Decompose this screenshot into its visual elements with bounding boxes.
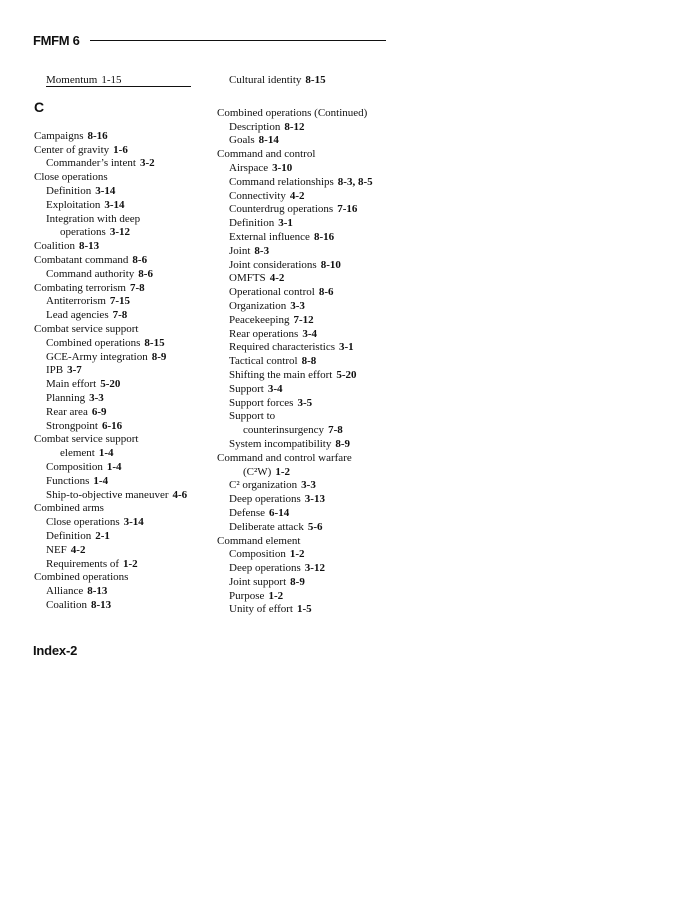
index-term: Exploitation [46,198,101,211]
index-term: Purpose [229,589,265,602]
index-term: Coalition [46,598,87,611]
index-page-ref: 3-4 [267,382,283,395]
index-term: Deep operations [229,493,301,506]
index-term: Support forces [229,396,294,409]
index-page-ref: 8-13 [87,585,108,598]
index-entry [217,355,417,369]
index-page-ref: 3-12 [109,226,130,239]
index-page-ref: 3-14 [95,184,116,197]
index-entry [217,107,417,121]
index-term: Counterdrug operations [229,203,334,216]
index-entry [217,190,417,204]
index-term: Rear area [46,405,88,418]
index-page-ref: 8-16 [87,129,108,142]
index-term: Close operations [34,171,108,184]
index-term: Command and control [217,148,316,161]
index-page-ref: 7-12 [293,313,314,326]
index-entry [34,254,224,268]
index-term: External influence [229,230,310,243]
index-entry [217,397,417,411]
index-page-ref: 3-2 [139,157,155,170]
index-entry [34,516,224,530]
index-entry [217,286,417,300]
index-term: System incompatibility [229,437,332,450]
index-page-ref: 4-6 [172,488,188,501]
index-entry [217,245,417,259]
index-page-ref: 6-9 [91,405,107,418]
index-entry [34,599,224,613]
index-entry [217,383,417,397]
section-gap [34,122,224,130]
index-entry [34,144,224,158]
index-page-ref: 1-5 [296,603,312,616]
index-term: Definition [46,184,92,197]
index-entry [217,466,417,480]
index-entry [34,364,224,378]
index-term: C² organization [229,479,298,492]
index-term: Requirements of [46,557,120,570]
index-term: Deep operations [229,562,301,575]
index-entry [34,544,224,558]
index-term: Combined operations [46,336,141,349]
index-term: Composition [229,548,286,561]
index-term: Coalition [34,240,75,253]
index-page-ref: 8-6 [132,253,148,266]
index-term: NEF [46,543,67,556]
index-entry [217,410,417,424]
index-page-ref: 1-4 [106,460,122,473]
index-entry [34,323,224,337]
index-entry [217,590,417,604]
index-term: IPB [46,364,64,377]
index-term: Definition [229,217,275,230]
index-term: Required characteristics [229,341,335,354]
index-entry [34,351,224,365]
index-entry [34,268,224,282]
index-term: Momentum [46,74,98,86]
index-page-ref: 3-7 [67,364,82,377]
index-term: Strongpoint [46,419,98,432]
index-entry [217,300,417,314]
index-page-ref: 7-16 [337,203,358,216]
index-entry [217,217,417,231]
index-entry [34,420,224,434]
index-entry [34,226,224,240]
index-page-ref: 8-14 [258,134,279,147]
index-entry [217,424,417,438]
index-entry [217,369,417,383]
index-term: Cultural identity [229,74,302,86]
index-entry [217,493,417,507]
index-term: counterinsurgency [243,424,325,437]
index-term: Campaigns [34,129,84,142]
column-gap [217,88,417,107]
index-entry [217,576,417,590]
index-term: Tactical control [229,355,298,368]
index-page-ref: 8-13 [90,598,112,611]
index-term: Center of gravity [34,143,110,156]
index-page-ref: 5-6 [307,520,323,533]
index-entry [34,489,224,503]
index-entry [217,259,417,273]
index-term: Command relationships [229,175,334,188]
index-term: Command and control warfare [217,451,352,464]
index-term: Combined operations [34,571,129,584]
index-page-ref: 2-1 [95,529,110,542]
index-term: Combined arms [34,502,104,515]
index-term: Joint support [229,575,287,588]
index-entry [217,438,417,452]
index-term: Deliberate attack [229,520,304,533]
index-page-ref: 8-6 [318,286,334,299]
index-entry [34,502,224,516]
index-entry [34,337,224,351]
right-entry-list [217,107,417,617]
index-entry [217,535,417,549]
index-term: (C²W) [243,465,272,478]
index-term: Unity of effort [229,603,293,616]
index-term: Lead agencies [46,309,109,322]
index-term: Peacekeeping [229,313,290,326]
index-column-right [217,74,417,617]
index-page-ref: 8-15 [305,74,326,86]
index-entry [34,282,224,296]
index-page-ref: 8-9 [151,350,167,363]
index-entry [34,585,224,599]
index-entry [217,603,417,617]
index-entry [217,162,417,176]
index-page-ref: 3-12 [304,562,325,575]
section-letter: C [34,98,45,115]
index-page-ref: 4-2 [269,272,285,285]
index-page-ref: 5-20 [100,378,121,391]
index-page-ref: 1-2 [123,557,138,570]
index-entry [34,185,224,199]
index-entry [34,157,224,171]
index-page-ref: 3-3 [301,479,316,492]
index-term: Description [229,120,281,133]
index-page-ref: 1-4 [93,474,109,487]
index-entry [217,341,417,355]
index-term: Joint [229,244,251,257]
header-rule [90,40,386,41]
index-entry [34,433,224,447]
left-entry-list [34,130,224,613]
index-page-ref: 3-3 [89,391,104,404]
index-entry [217,121,417,135]
index-page-ref: 7-8 [328,424,343,437]
index-page-ref: 3-1 [278,217,293,230]
index-entry [217,548,417,562]
index-page-ref: 6-16 [101,419,123,432]
index-term: element [60,447,95,460]
index-page-ref: 4-2 [289,189,305,202]
index-term: Support [229,382,264,395]
index-entry [34,378,224,392]
index-entry [217,272,417,286]
index-entry [217,328,417,342]
index-page-ref: 7-8 [112,309,128,322]
index-term: GCE-Army integration [46,350,148,363]
index-page-ref: 8-12 [284,120,305,133]
index-term: Functions [46,474,90,487]
index-page-ref: 8-6 [138,267,153,280]
index-entry [217,562,417,576]
index-entry [217,479,417,493]
index-entry [217,231,417,245]
index-term: Ship-to-objective maneuver [46,488,169,501]
index-term: Shifting the main effort [229,368,333,381]
index-page-ref: 8-15 [144,336,165,349]
index-entry [217,176,417,190]
index-page-ref: 8-9 [335,437,351,450]
index-term: Alliance [46,585,84,598]
index-page-ref: 1-2 [275,465,291,478]
strike-rule [46,86,191,87]
index-entry [34,295,224,309]
index-entry [217,203,417,217]
index-page-ref: 1-2 [289,548,305,561]
index-page-ref: 3-1 [338,341,354,354]
index-entry [34,130,224,144]
index-page-ref: 3-3 [290,299,305,312]
index-page-ref: 8-10 [320,258,341,271]
index-term: Commander’s intent [46,157,136,170]
index-term: Composition [46,460,103,473]
index-term: Combating terrorism [34,281,126,294]
index-term: Support to [229,410,276,423]
index-term: Integration with deep [46,212,141,225]
index-term: Combined operations (Continued) [217,106,368,119]
index-term: Definition [46,529,92,542]
index-term: Operational control [229,286,315,299]
index-page-ref: 8-9 [290,575,305,588]
document-id: FMFM 6 [33,33,80,48]
index-page-ref: 3-5 [297,396,313,409]
index-entry [217,74,417,88]
index-term: Planning [46,391,86,404]
index-entry [34,461,224,475]
index-page-ref: 4-2 [70,543,86,556]
index-term: Connectivity [229,189,286,202]
index-entry [34,171,224,185]
index-entry [217,134,417,148]
index-entry [34,447,224,461]
index-column-left [34,74,224,613]
index-page-ref: 1-2 [268,589,284,602]
index-term: Combat service support [34,322,139,335]
index-entry [34,213,224,227]
index-term: Antiterrorism [46,295,106,308]
index-entry [217,314,417,328]
index-page-ref: 8-3 [254,244,270,257]
index-term: Main effort [46,378,97,391]
index-page-ref: 7-8 [129,281,145,294]
index-entry [34,558,224,572]
index-page-ref: 3-4 [302,327,318,340]
index-term: Rear operations [229,327,299,340]
index-page-ref: 1-6 [113,143,128,156]
index-entry [34,199,224,213]
index-entry [217,148,417,162]
index-term: OMFTS [229,272,266,285]
index-page-ref: 6-14 [269,506,290,519]
index-page-ref: 3-14 [123,516,144,529]
index-term: Goals [229,134,255,147]
index-entry [34,406,224,420]
index-term: operations [60,226,106,239]
index-page-ref: 1-4 [98,447,114,460]
index-term: Airspace [229,161,269,174]
index-entry [217,521,417,535]
page-number-footer: Index-2 [33,643,78,658]
index-entry [217,452,417,466]
index-term: Combatant command [34,253,129,266]
index-term: Combat service support [34,433,139,446]
index-entry [34,530,224,544]
index-page-ref: 8-13 [78,240,100,253]
index-entry [34,309,224,323]
index-page-ref: 5-20 [336,368,357,381]
index-entry [34,392,224,406]
index-page-ref: 1-15 [101,74,122,86]
index-page-ref: 8-16 [313,230,335,243]
index-term: Command authority [46,267,135,280]
index-term: Defense [229,506,266,519]
index-term: Command element [217,534,301,547]
index-page-ref: 8-3, 8-5 [337,175,373,188]
index-entry [34,240,224,254]
index-term: Close operations [46,516,120,529]
index-entry [217,507,417,521]
index-page-ref: 3-13 [304,493,325,506]
index-page-ref: 3-10 [272,161,293,174]
index-page-ref: 8-8 [301,355,317,368]
running-header [33,33,80,48]
index-term: Organization [229,299,287,312]
index-term: Joint considerations [229,258,317,271]
index-entry [34,571,224,585]
index-page-ref: 7-15 [109,295,131,308]
index-entry [34,475,224,489]
index-page-ref: 3-14 [104,198,125,211]
